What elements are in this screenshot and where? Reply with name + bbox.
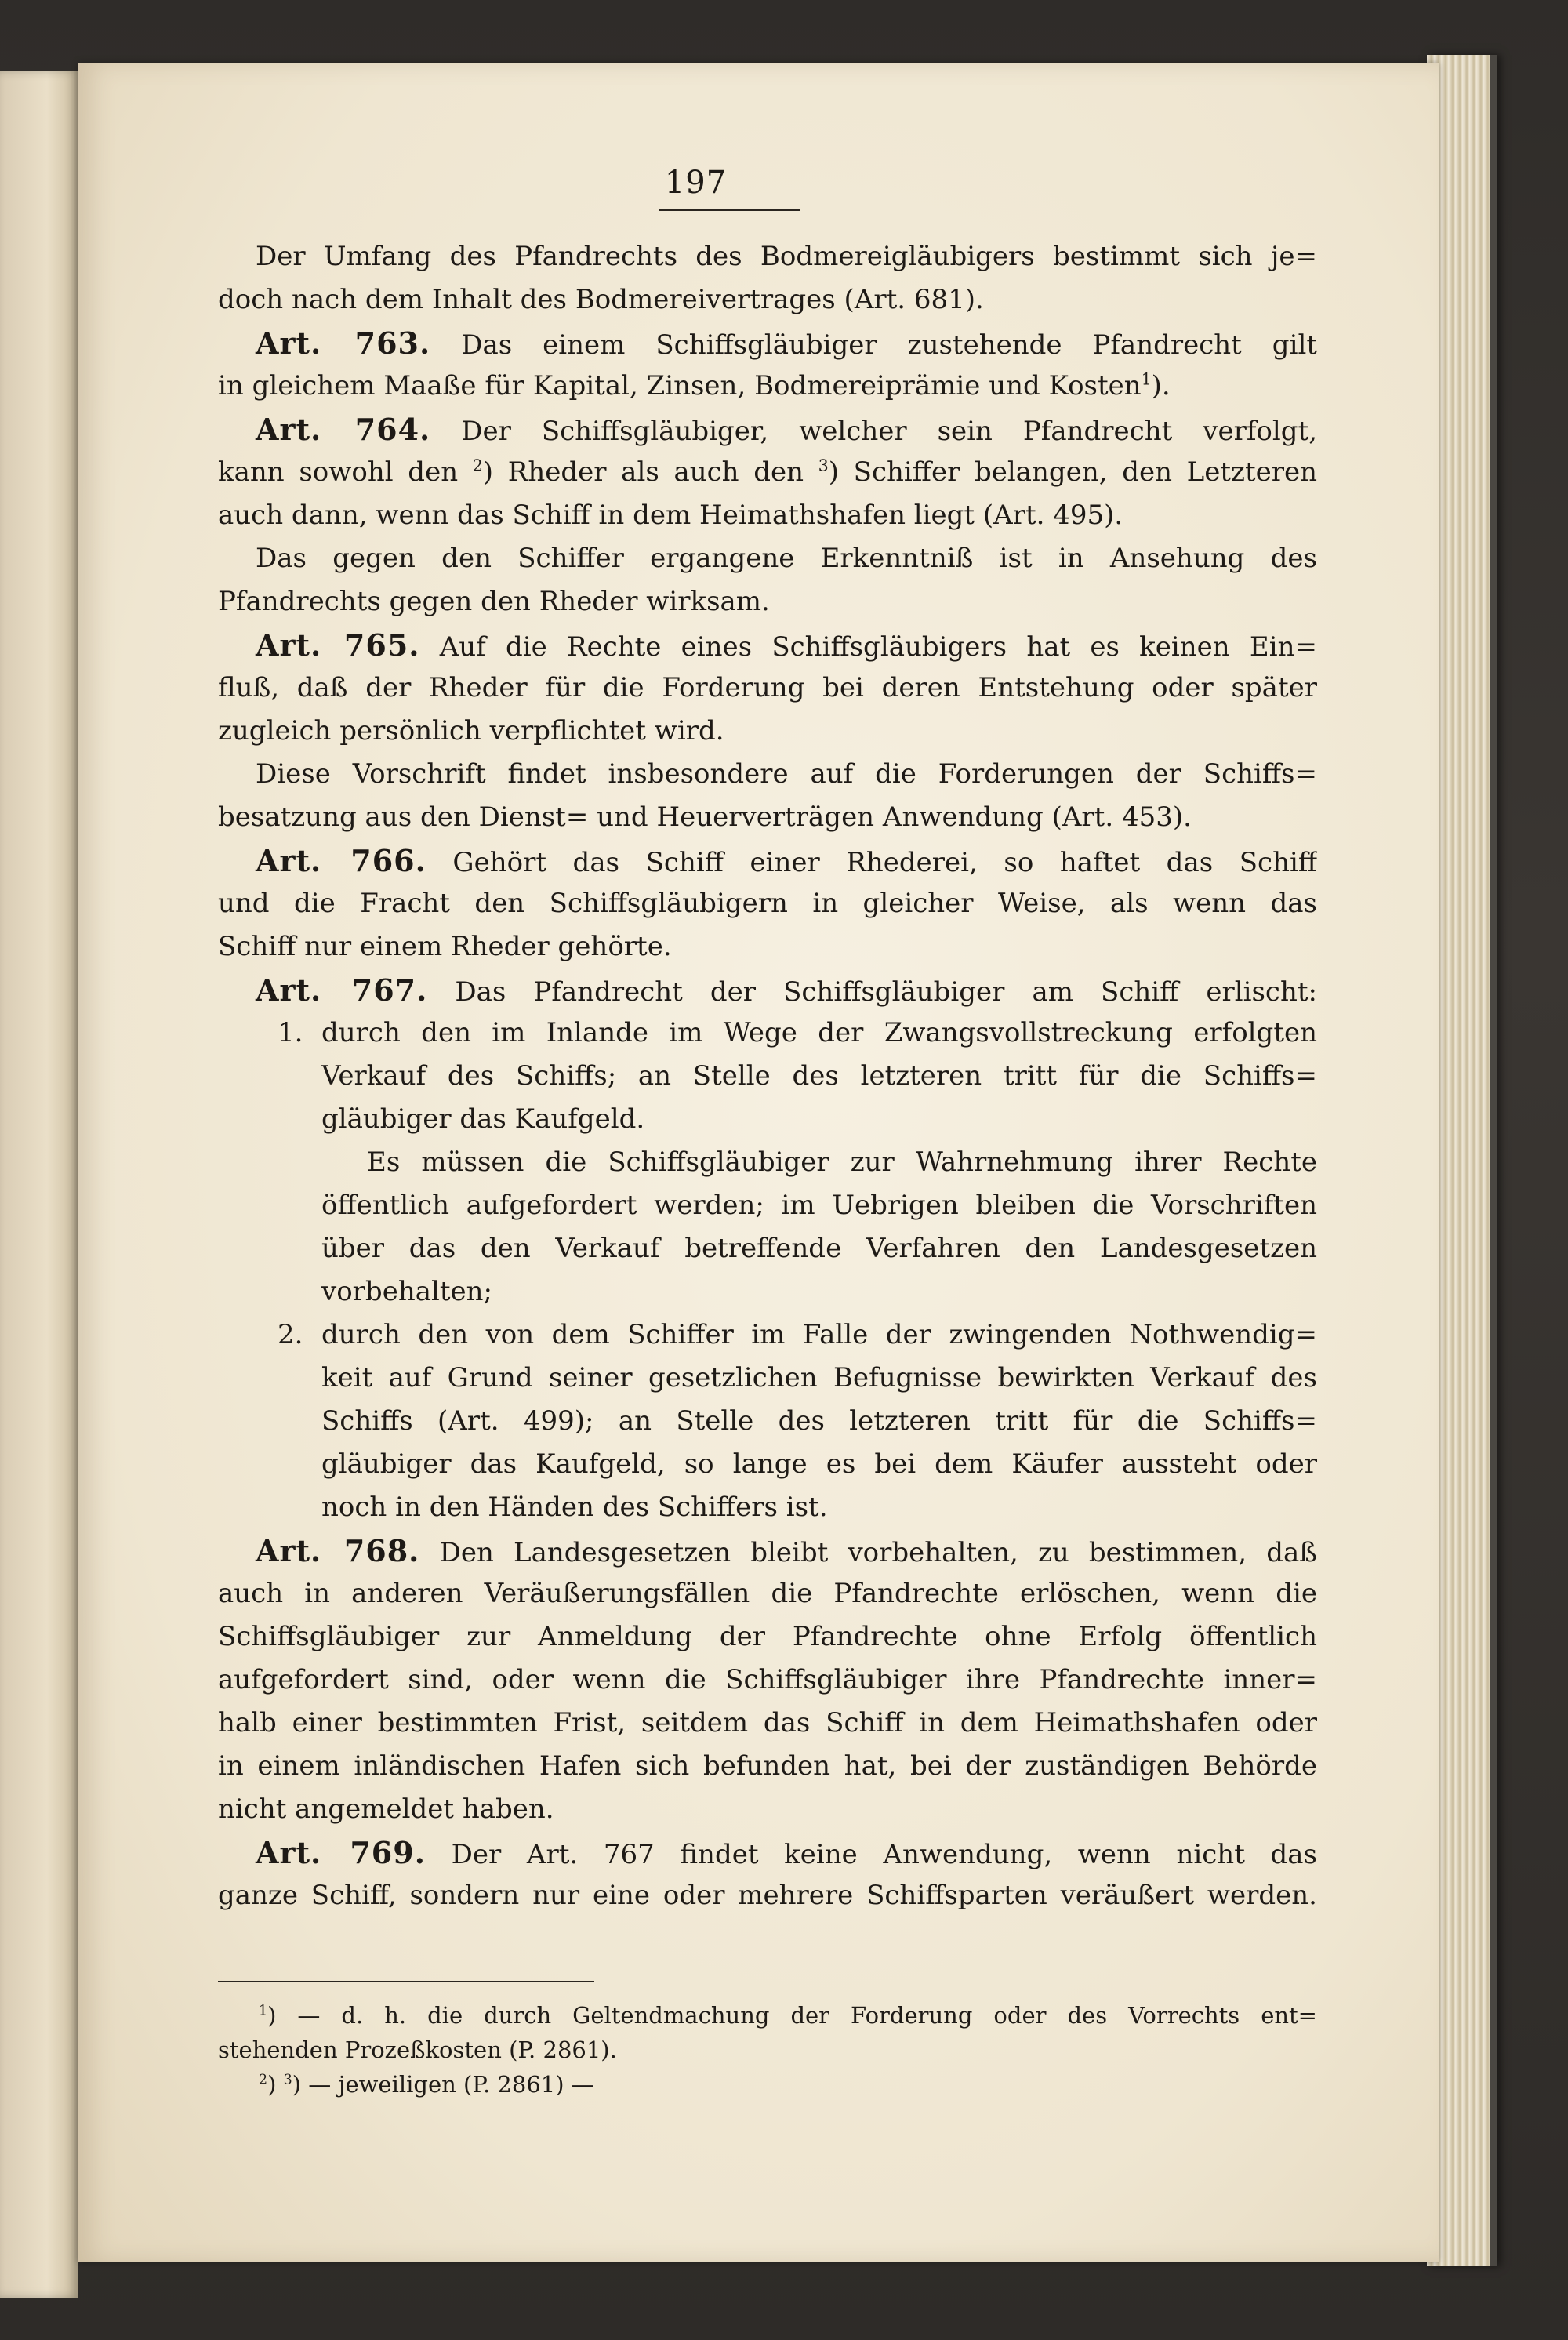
text-line: Den Landesgesetzen bleibt vorbehalten, zu bestimmen, daß [439, 1537, 1317, 1568]
text-line: aufgefordert sind, oder wenn die Schiffsgläubiger ihre Pfandrechte inner= [218, 1664, 1317, 1695]
article-label: Art. 763. [256, 325, 431, 361]
text-line: und die Fracht den Schiffsgläubigern in gleicher Weise, als wenn das [218, 888, 1317, 919]
text-line: Der Umfang des Pfandrechts des Bodmereigläubigers bestimmt sich je= [256, 241, 1317, 272]
text-line: Schiffs (Art. 499); an Stelle des letzteren tritt für die Schiffs= [321, 1405, 1317, 1437]
list-item-1 [218, 1012, 1317, 1055]
text-line: auch in anderen Veräußerungsfällen die Pfandrechte erlöschen, wenn die [218, 1578, 1317, 1609]
text-line: Das einem Schiffsgläubiger zustehende Pfandrecht gilt [461, 329, 1317, 361]
text-line: in einem inländischen Hafen sich befunden hat, bei der zuständigen Behörde [218, 1750, 1317, 1782]
text-line: durch den im Inlande im Wege der Zwangsvollstreckung erfolgten [321, 1017, 1317, 1048]
footnote-rule [218, 1981, 594, 1982]
text-line: keit auf Grund seiner gesetzlichen Befugnisse bewirkten Verkauf des [321, 1362, 1317, 1393]
article-label: Art. 769. [256, 1835, 426, 1870]
footnotes [218, 1998, 1317, 2102]
footnote-1 [259, 1998, 1317, 2033]
article-769 [218, 1831, 1317, 1874]
text-line: doch nach dem Inhalt des Bodmereivertrages (Art. 681). [218, 284, 984, 315]
article-764 [218, 408, 1317, 451]
article-766 [218, 839, 1317, 882]
article-763 [218, 322, 1317, 365]
text-line-with-footnotes [218, 451, 1317, 494]
article-767 [218, 968, 1317, 1012]
article-label: Art. 766. [256, 843, 426, 878]
previous-page-edge [0, 71, 78, 2298]
text-line: über das den Verkauf betreffende Verfahren den Landesgesetzen [321, 1233, 1317, 1264]
text-line: Der Schiffsgläubiger, welcher sein Pfandrecht verfolgt, [461, 416, 1317, 447]
footnote-text: ) — jeweiligen (P. 2861) — [292, 2071, 594, 2098]
text-line: ). [1151, 370, 1171, 402]
text-line: Es müssen die Schiffsgläubiger zur Wahrnehmung ihrer Rechte [367, 1146, 1317, 1178]
text-line: kann sowohl den [218, 456, 459, 488]
footnote-marker: 2 [472, 456, 483, 475]
footnote-marker: 2 [259, 2072, 268, 2088]
text-line: ) Schiffer belangen, den Letzteren [828, 456, 1317, 488]
text-line: durch den von dem Schiffer im Falle der zwingenden Nothwendig= [321, 1319, 1317, 1350]
text-line: fluß, daß der Rheder für die Forderung bei deren Entstehung oder später [218, 672, 1317, 703]
footnote-marker: 1 [259, 2003, 268, 2019]
footnote-text: stehenden Prozeßkosten (P. 2861). [218, 2037, 617, 2063]
text-line: Pfandrechts gegen den Rheder wirksam. [218, 586, 770, 617]
page-number: 197 [664, 165, 728, 201]
text-line: in gleichem Maaße für Kapital, Zinsen, Bodmereiprämie und Kosten [218, 370, 1142, 402]
text-line: ) Rheder als auch den [482, 456, 804, 488]
text-line: Der Art. 767 findet keine Anwendung, wenn nicht das [451, 1839, 1317, 1870]
text-line: Schiff nur einem Rheder gehörte. [218, 931, 672, 962]
footnote-marker: 1 [1141, 369, 1152, 389]
text-line: besatzung aus den Dienst= und Heuerverträgen Anwendung (Art. 453). [218, 801, 1192, 833]
list-number: 2. [278, 1319, 303, 1350]
text-line: zugleich persönlich verpflichtet wird. [218, 715, 724, 747]
footnote-2-3: $^2$) $^3$) — jeweiligen (P. 2861) — [259, 2071, 594, 2098]
article-765 [218, 623, 1317, 667]
list-number: 1. [278, 1017, 303, 1048]
text-line-with-footnote [218, 365, 1317, 408]
text-line: ganze Schiff, sondern nur eine oder mehrere Schiffsparten veräußert werden. [218, 1880, 1317, 1911]
article-label: Art. 768. [256, 1533, 420, 1568]
header-rule [659, 209, 800, 211]
footnote-marker: 3 [283, 2072, 292, 2088]
text-line: Schiffsgläubiger zur Anmeldung der Pfandrechte ohne Erfolg öffentlich [218, 1621, 1317, 1652]
text-line: halb einer bestimmten Frist, seitdem das Schiff in dem Heimathshafen oder [218, 1707, 1317, 1739]
book-page [78, 63, 1439, 2262]
article-label: Art. 765. [256, 627, 420, 663]
text-line: Das gegen den Schiffer ergangene Erkenntniß ist in Ansehung des [256, 543, 1317, 574]
footnote-text: ) — d. h. die durch Geltendmachung der Forderung oder des Vorrechts ent= [267, 2002, 1317, 2029]
text-line: gläubiger das Kaufgeld, so lange es bei dem Käufer aussteht oder [321, 1448, 1317, 1480]
article-768 [218, 1529, 1317, 1572]
text-line: Diese Vorschrift findet insbesondere auf die Forderungen der Schiffs= [256, 758, 1317, 790]
text-line: gläubiger das Kaufgeld. [321, 1103, 645, 1135]
text-line: Das Pfandrecht der Schiffsgläubiger am Schiff erlischt: [455, 976, 1317, 1008]
text-line: Gehört das Schiff einer Rhederei, so haftet das Schiff [452, 847, 1317, 878]
text-line: Verkauf des Schiffs; an Stelle des letzteren tritt für die Schiffs= [321, 1060, 1317, 1092]
text-line: öffentlich aufgefordert werden; im Uebrigen bleiben die Vorschriften [321, 1190, 1317, 1221]
list-item-2 [218, 1314, 1317, 1357]
article-label: Art. 767. [256, 972, 428, 1008]
text-line: Auf die Rechte eines Schiffsgläubigers hat es keinen Ein= [439, 631, 1317, 663]
page-body [218, 235, 1317, 1917]
text-line: nicht angemeldet haben. [218, 1793, 554, 1825]
text-line: auch dann, wenn das Schiff in dem Heimathshafen liegt (Art. 495). [218, 500, 1123, 531]
footnote-marker: 3 [818, 456, 829, 475]
text-line: vorbehalten; [321, 1276, 492, 1307]
text-line: noch in den Händen des Schiffers ist. [321, 1492, 828, 1523]
article-label: Art. 764. [256, 412, 431, 447]
